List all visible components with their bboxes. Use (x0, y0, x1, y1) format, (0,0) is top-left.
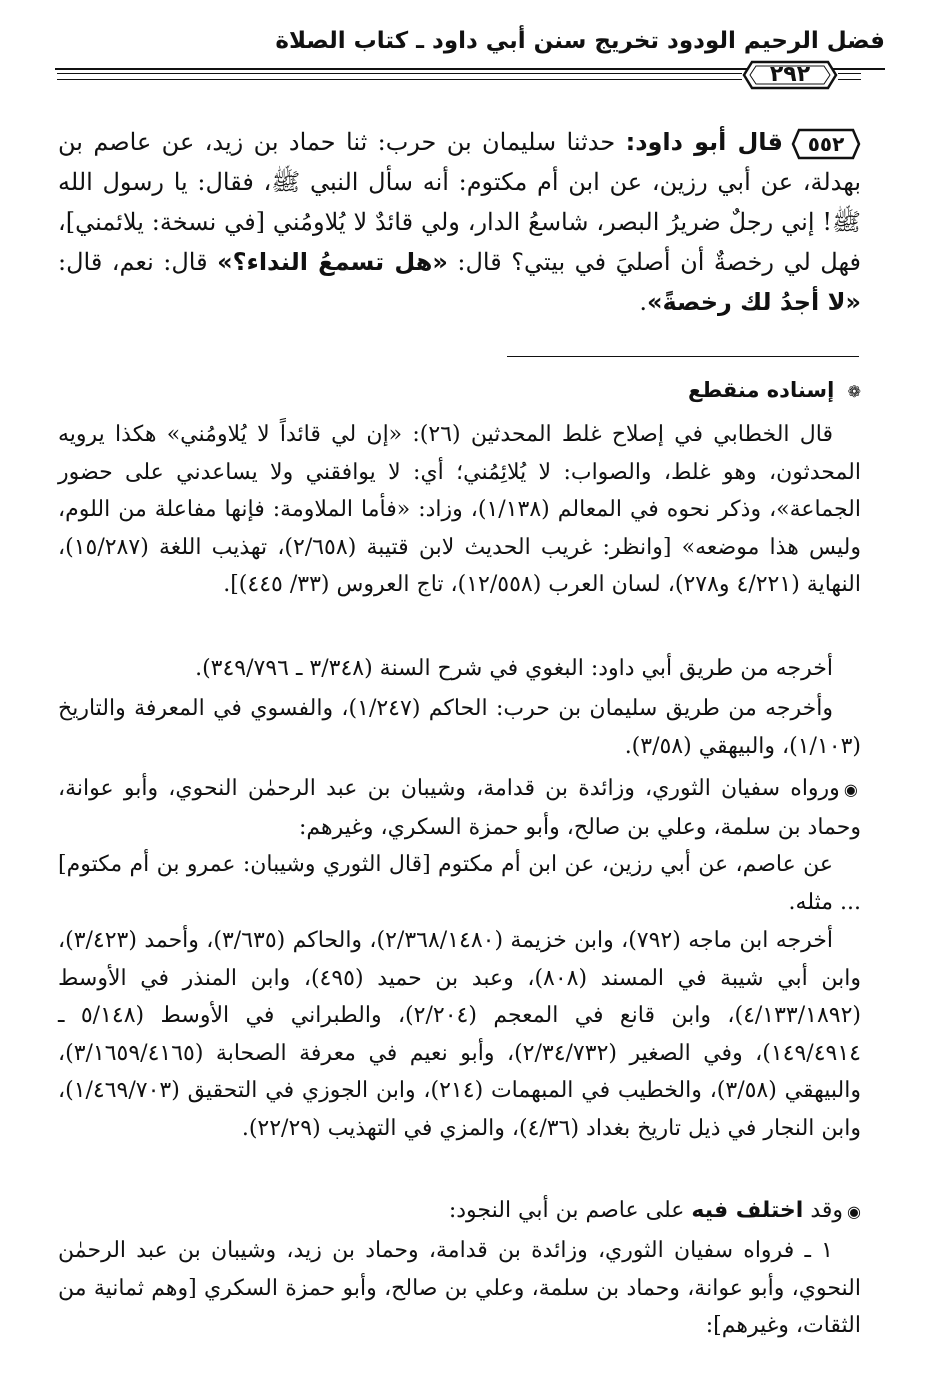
section-heading (688, 378, 861, 402)
paragraph-text: أخرجه ابن ماجه (٧٩٢)، وابن خزيمة (٢/٣٦٨/١٤٨٠)، والحاكم (٣/٦٣٥)، وأحمد (٣/٤٢٣)، وابن أبي شيبة في المسند (٨٠٨)، وعبد بن حميد (٤٩٥)، وابن المنذر في الأوسط (٤/١٣٣/١٨٩٢)، وابن قانع في المعجم (٢/٢٠٤)، والطبراني في الأوسط (٥/١٤٨ ـ ١٤٩/٤٩١٤)، وفي الصغير (٢/٣٤/٧٣٢)، وأبو نعيم في معرفة الصحابة (٣/١٦٥٩/٤١٦٥)، والبيهقي (٣/٥٨)، والخطيب في المبهمات (٢١٤)، وابن الجوزي في التحقيق (١/٤٦٩/٧٠٣)، وابن النجار في ذيل تاريخ بغداد (٤/٣٦)، والمزي في التهذيب (٢٢/٢٩). (58, 928, 862, 1141)
paragraph-text: قال الخطابي في إصلاح غلط المحدثين (٢٦): «إن لي قائداً لا يُلاومُني» هكذا يرويه المحدثون، وهو غلط، والصواب: لا يُلائِمُني؛ أي: لا يوافقني ولا يساعدني على حضور الجماعة»، وذكر نحوه في المعالم (١/١٣٨)، وزاد: «فأما الملاومة: فإنها مفاعلة من اللوم، وليس هذا موضعه» [وانظر: غريب الحديث لابن قتيبة (٢/٦٥٨)، تهذيب اللغة (١٥/٢٨٧)، النهاية (٤/٢٢١ و٢٧٨)، لسان العرب (١٢/٥٥٨)، تاج العروس (٣٣/ ٤٤٥)]. (58, 422, 861, 598)
paragraph-text: وأخرجه من طريق سليمان بن حرب: الحاكم (١/٢٤٧)، والفسوي في المعرفة والتاريخ (١/١٠٣)، والبيهقي (٣/٥٨). (58, 696, 861, 759)
hadith-text (58, 122, 861, 322)
page-number-rule-right-2 (838, 79, 861, 80)
hadith-end: . (639, 288, 647, 316)
commentary-paragraph-8 (58, 1232, 861, 1345)
paragraph-text: أخرجه من طريق أبي داود: البغوي في شرح السنة (٣/٣٤٨ ـ ٣٤٩/٧٩٦). (195, 656, 833, 681)
paragraph-bold-text: اختلف فيه (691, 1198, 804, 1223)
hadith-number: ٥٥٢ (807, 131, 845, 156)
commentary-paragraph-7 (58, 1192, 861, 1231)
running-title: فضل الرحيم الودود تخريج سنن أبي داود ـ كتاب الصلاة (275, 28, 885, 54)
hadith-quote-1: «هل تسمعُ النداء؟» (217, 248, 448, 276)
commentary-paragraph-2 (58, 650, 861, 688)
page-number-rule-left (57, 73, 742, 74)
paragraph-text: عن عاصم، عن أبي رزين، عن ابن أم مكتوم [قال الثوري وشيبان: عمرو بن أم مكتوم] ... مثله. (58, 852, 861, 915)
separator-rule (507, 356, 859, 357)
hadith-lead: قال أبو داود: (625, 128, 783, 156)
page-number-rule-right (838, 73, 861, 74)
ornament-icon: ❁ (847, 382, 861, 401)
hadith-number-badge (791, 127, 861, 161)
page-number: ٢٩٢ (769, 62, 811, 87)
page-number-bar (0, 56, 943, 96)
paragraph-text: وقد (810, 1198, 844, 1223)
page-number-rule-left-2 (57, 79, 742, 80)
section-heading-text: إسناده منقطع (687, 378, 835, 402)
commentary-paragraph-4 (58, 770, 861, 846)
commentary-paragraph-3 (58, 690, 861, 765)
bullet-icon: ◉ (843, 780, 861, 799)
bullet-icon: ◉ (847, 1202, 861, 1221)
paragraph-text: على عاصم بن أبي النجود: (448, 1198, 685, 1223)
commentary-paragraph-6 (58, 922, 861, 1148)
paragraph-text: ورواه سفيان الثوري، وزائدة بن قدامة، وشيبان بن عبد الرحمٰن النحوي، وأبو عوانة، وحماد بن سلمة، وعلي بن صالح، وأبو حمزة السكري، وغيرهم: (58, 776, 861, 840)
hadith-quote-2: «لا أجدُ لك رخصةً» (646, 288, 861, 316)
hadith-text-1: حدثنا سليمان بن حرب: ثنا حماد بن زيد، عن عاصم بن بهدلة، عن أبي رزين، عن ابن أم مكتوم: أنه سأل النبي ﷺ، فقال: يا رسول الله ﷺ! إني رجلٌ ضريرُ البصر، شاسعُ الدار، ولي قائدٌ لا يُلاومُني [في نسخة: يلائمني]، فهل لي رخصةٌ أن أصليَ في بيتي؟ قال: (58, 128, 862, 276)
commentary-paragraph-5 (58, 846, 861, 921)
paragraph-text: ١ ـ فرواه سفيان الثوري، وزائدة بن قدامة، وحماد بن زيد، وشيبان بن عبد الرحمٰن النحوي، وأبو عوانة، وحماد بن سلمة، وعلي بن صالح، وأبو حمزة السكري [وهم ثمانية من الثقات، وغيرهم]: (58, 1238, 861, 1339)
commentary-paragraph-1 (58, 416, 861, 604)
hadith-text-2: قال: نعم، قال: (58, 248, 208, 276)
